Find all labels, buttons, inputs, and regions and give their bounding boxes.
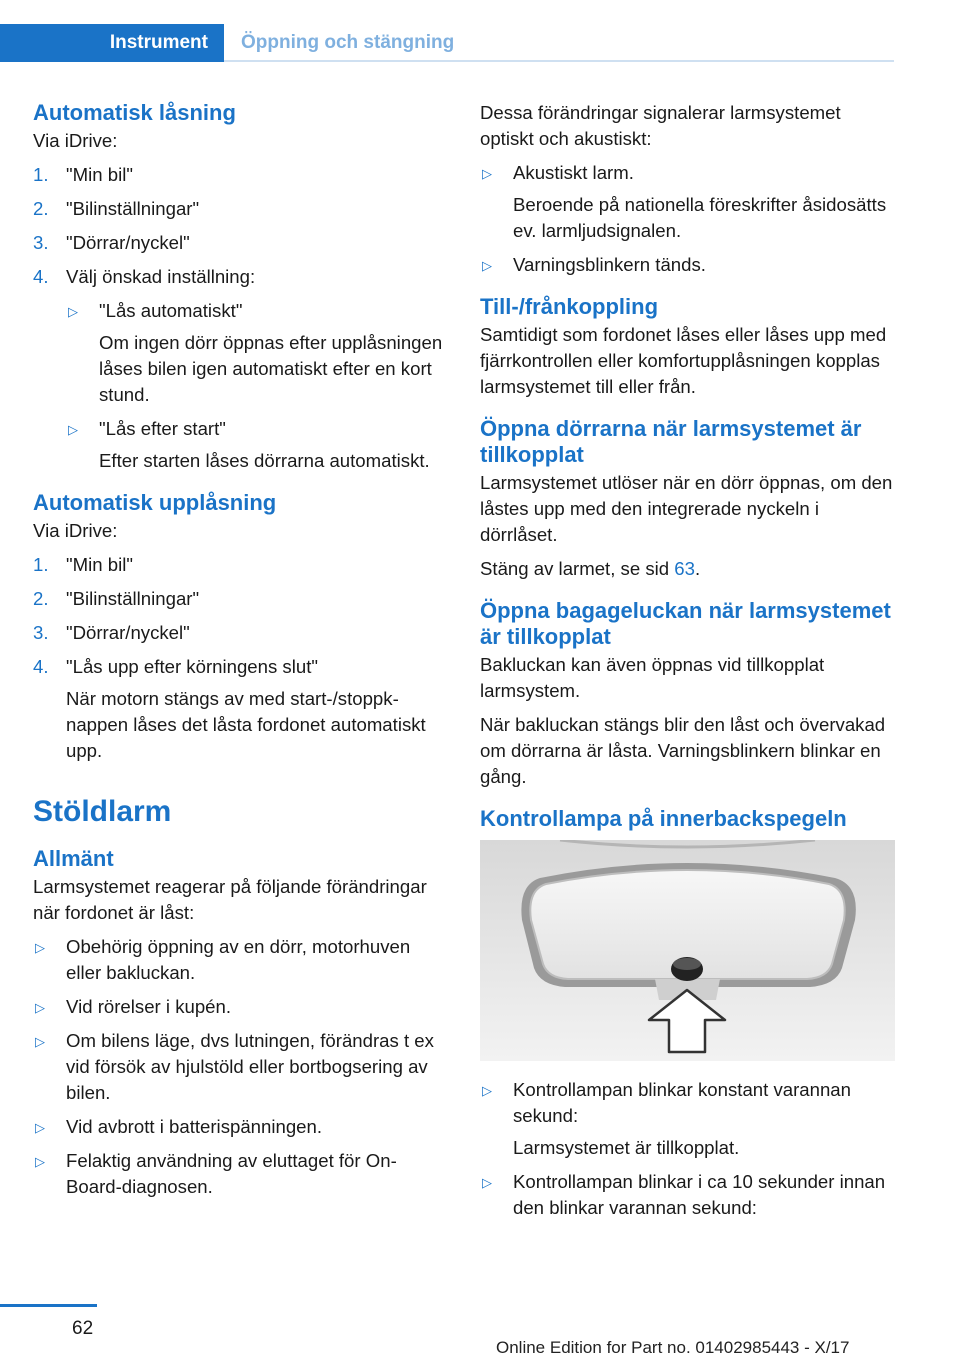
auto-unlock-intro: Via iDrive: bbox=[33, 520, 118, 541]
heading-doors: Öppna dörrarna när larmsystemet är tillkopplat bbox=[480, 416, 862, 467]
heading-auto-unlock: Automatisk upplåsning bbox=[33, 490, 277, 515]
header-rule bbox=[224, 60, 894, 62]
auto-lock-steps bbox=[33, 162, 448, 474]
signal-intro: Dessa förändringar signalerar larmsystemet optiskt och akustiskt: bbox=[480, 102, 841, 149]
rearview-mirror-image bbox=[480, 840, 895, 1061]
auto-unlock-steps bbox=[33, 552, 448, 764]
list-item: 4. "Lås upp efter körningens slut" När motorn stängs av med start-/stoppknappen låses det låsta fordonet automatiskt upp. bbox=[33, 656, 426, 761]
list-item: ▷ Om bilens läge, dvs lutningen, förändras t ex vid försök av hjulstöld eller bortbogsering av bilen. bbox=[35, 1030, 434, 1103]
triangle-bullet-icon: ▷ bbox=[68, 304, 78, 319]
triangle-bullet-icon: ▷ bbox=[482, 1083, 492, 1098]
triangle-bullet-icon: ▷ bbox=[35, 1120, 45, 1135]
heading-lamp: Kontrollampa på innerbackspegeln bbox=[480, 806, 847, 831]
triangle-bullet-icon: ▷ bbox=[482, 1175, 492, 1190]
doors-text: Larmsystemet utlöser när en dörr öppnas, om den låstes upp med den integrerade nyckeln i dörrlåset. bbox=[480, 472, 893, 545]
doors-stop: Stäng av larmet, se sid 63. bbox=[480, 558, 701, 579]
auto-lock-options bbox=[66, 298, 448, 474]
triangle-bullet-icon: ▷ bbox=[68, 422, 78, 437]
section-auto-unlock bbox=[33, 490, 448, 764]
tab-opening-closing: Öppning och stängning bbox=[241, 32, 455, 53]
list-item: ▷ "Lås automatiskt" Om ingen dörr öppnas efter upplåsningen låses bilen igen automatiskt efter en kort stund. bbox=[68, 300, 443, 405]
section-doors bbox=[480, 416, 895, 582]
list-item: ▷ Varningsblinkern tänds. bbox=[480, 252, 895, 278]
triangle-bullet-icon: ▷ bbox=[35, 1034, 45, 1049]
section-tailgate bbox=[480, 598, 895, 790]
tailgate-text-2: När bakluckan stängs blir den låst och övervakad om dörrarna är låsta. Varningsblinkern blinkar en gång. bbox=[480, 714, 886, 787]
mirror-figure bbox=[480, 840, 895, 1061]
triangle-bullet-icon: ▷ bbox=[35, 1000, 45, 1015]
heading-alarm: Stöldlarm bbox=[33, 795, 172, 828]
heading-general: Allmänt bbox=[33, 846, 114, 871]
list-item: 3. "Dörrar/nyckel" bbox=[33, 232, 190, 253]
list-item: ▷ Vid rörelser i kupén. bbox=[33, 994, 448, 1020]
list-item: 2. "Bilinställningar" bbox=[33, 198, 200, 219]
list-item: ▷ Kontrollampan blinkar i ca 10 sekunder innan den blinkar varannan sekund: bbox=[482, 1171, 886, 1218]
list-item: 1. "Min bil" bbox=[33, 164, 133, 185]
tab-instrument-label: Instrument bbox=[109, 32, 208, 53]
list-item: ▷ Obehörig öppning av en dörr, motorhuven eller bakluckan. bbox=[35, 936, 411, 983]
list-item: 1. "Min bil" bbox=[33, 554, 133, 575]
alarm-intro: Larmsystemet reagerar på följande förändringar när fordonet är låst: bbox=[33, 876, 427, 923]
triangle-bullet-icon: ▷ bbox=[482, 258, 492, 273]
section-alarm bbox=[33, 794, 448, 1200]
list-item: ▷ Felaktig användning av eluttaget för On-Board-diagnosen. bbox=[35, 1150, 397, 1197]
alarm-triggers bbox=[33, 934, 448, 1200]
toggle-text: Samtidigt som fordonet låses eller låses upp med fjärrkontrollen eller komfortupplåsningen kopplas larmsystemet till eller från. bbox=[480, 324, 887, 397]
list-item: ▷ Kontrollampan blinkar konstant varannan sekund: Larmsystemet är tillkopplat. bbox=[482, 1079, 851, 1158]
triangle-bullet-icon: ▷ bbox=[482, 166, 492, 181]
list-item: ▷ Vid avbrott i batterispänningen. bbox=[33, 1114, 448, 1140]
left-column bbox=[33, 100, 448, 1208]
list-item: 3. "Dörrar/nyckel" bbox=[33, 622, 190, 643]
signal-list bbox=[480, 160, 895, 278]
section-auto-lock bbox=[33, 100, 448, 474]
heading-auto-lock: Automatisk låsning bbox=[33, 100, 236, 125]
auto-lock-intro: Via iDrive: bbox=[33, 130, 118, 151]
list-item: 2. "Bilinställningar" bbox=[33, 588, 200, 609]
lamp-list bbox=[480, 1077, 895, 1221]
tailgate-text-1: Bakluckan kan även öppnas vid tillkopplat larmsystem. bbox=[480, 654, 825, 701]
tab-instrument bbox=[0, 24, 224, 62]
triangle-bullet-icon: ▷ bbox=[35, 1154, 45, 1169]
list-item: ▷ Akustiskt larm. Beroende på nationella föreskrifter åsidosätts ev. larmljudsignalen. bbox=[482, 162, 887, 241]
section-lamp bbox=[480, 806, 895, 1221]
page-header bbox=[0, 24, 894, 62]
page-number: 62 bbox=[72, 1318, 94, 1339]
triangle-bullet-icon: ▷ bbox=[35, 940, 45, 955]
heading-toggle: Till-/frånkoppling bbox=[480, 294, 659, 319]
section-toggle bbox=[480, 294, 895, 400]
heading-tailgate: Öppna bagageluckan när larmsystemet är tillkopplat bbox=[480, 598, 891, 649]
right-column bbox=[480, 100, 895, 1229]
edition-note: Online Edition for Part no. 01402985443 - X/17 bbox=[496, 1338, 850, 1357]
list-item: ▷ "Lås efter start" Efter starten låses dörrarna automatiskt. bbox=[68, 418, 430, 471]
footer-rule bbox=[0, 1304, 97, 1307]
page-link[interactable]: 63 bbox=[674, 558, 695, 579]
list-item: 4. Välj önskad inställning: ▷ "Lås automatiskt" Om ingen dörr öppnas efter upplåsningen låses bilen igen automatiskt efter en kort stund. ▷ "Lås efter start" Efter starten låses dörrarna automatiskt. bbox=[33, 264, 448, 474]
